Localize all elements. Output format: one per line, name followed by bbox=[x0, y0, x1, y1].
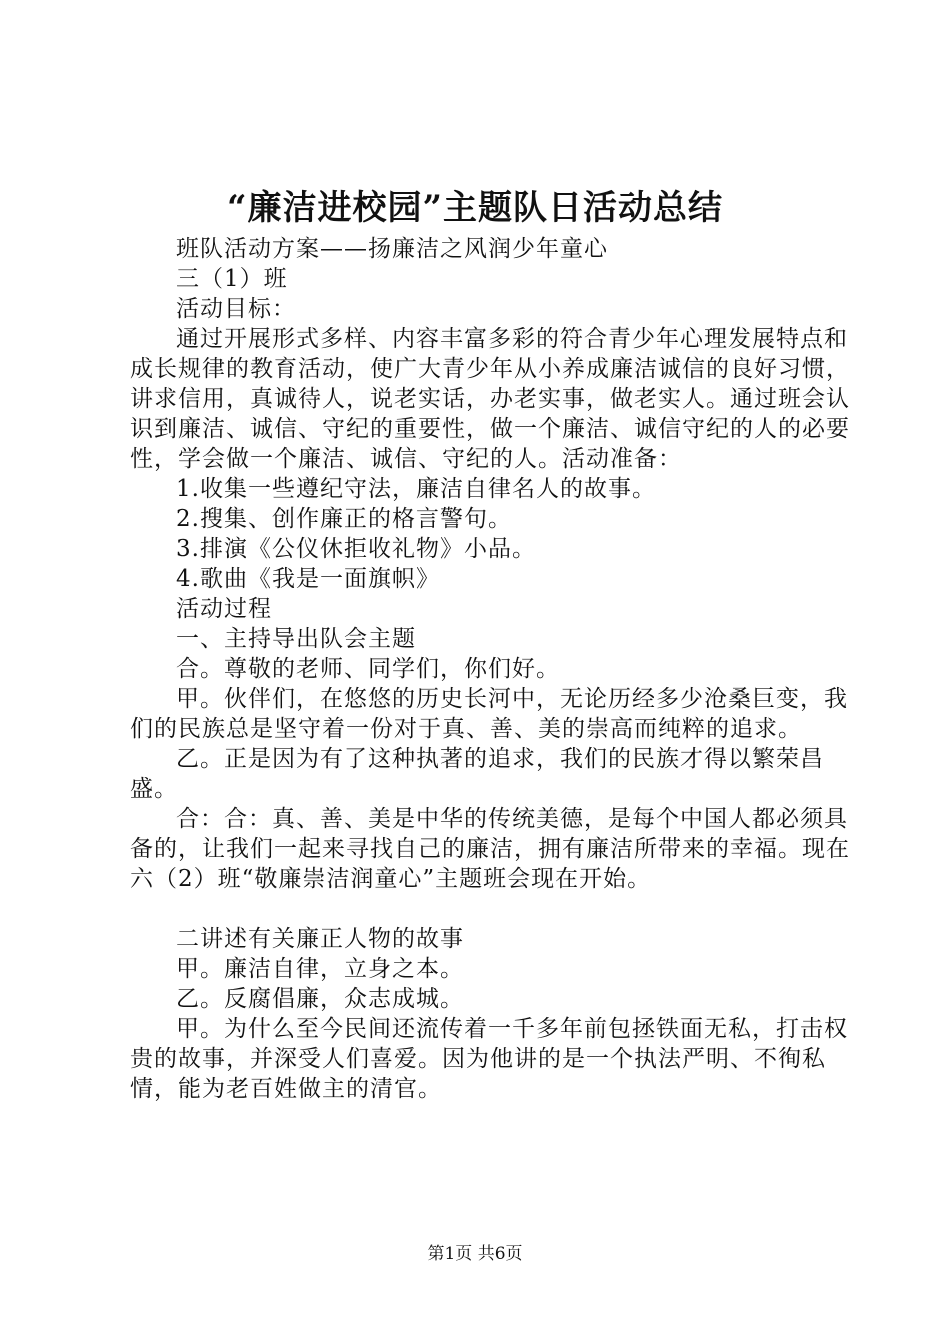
paragraph-goal-heading: 活动目标： bbox=[176, 296, 296, 322]
paragraph-goal-text: 通过开展形式多样、内容丰富多彩的符合青少年心理发展特点和成长规律的教育活动，使广大青少年从小养成廉洁诚信的良好习惯，讲求信用，真诚待人，说老实话，办老实事，做老实人。通过班会认识到廉洁、诚信、守纪的重要性，做一个廉洁、诚信守纪的人的必要性，学会做一个廉洁、诚信、守纪的人。活动准备： bbox=[130, 326, 850, 472]
paragraph-together: 合：合：真、善、美是中华的传统美德，是每个中国人都必须具备的，让我们一起来寻找自己的廉洁，拥有廉洁所带来的幸福。现在六（2）班“敬廉崇洁润童心”主题班会现在开始。 bbox=[130, 806, 850, 892]
paragraph-prep-1: 1.收集一些遵纪守法，廉洁自律名人的故事。 bbox=[176, 476, 656, 502]
paragraph-section-2: 二讲述有关廉正人物的故事 bbox=[176, 926, 464, 952]
paragraph-prep-4: 4.歌曲《我是一面旗帜》 bbox=[176, 566, 440, 592]
paragraph-section-1: 一、主持导出队会主题 bbox=[176, 626, 416, 652]
paragraph-greeting: 合。尊敬的老师、同学们，你们好。 bbox=[176, 656, 560, 682]
page-footer: 第1页 共6页 bbox=[427, 1244, 523, 1264]
paragraph-speaker-a-2: 甲。廉洁自律，立身之本。 bbox=[176, 956, 464, 982]
paragraph-plan-title: 班队活动方案——扬廉洁之风润少年童心 bbox=[176, 236, 608, 262]
paragraph-speaker-b-1: 乙。正是因为有了这种执著的追求，我们的民族才得以繁荣昌盛。 bbox=[130, 746, 824, 802]
paragraph-process-heading: 活动过程 bbox=[176, 596, 272, 622]
document-body bbox=[130, 234, 850, 1104]
paragraph-speaker-a-1: 甲。伙伴们，在悠悠的历史长河中，无论历经多少沧桑巨变，我们的民族总是坚守着一份对于真、善、美的崇高而纯粹的追求。 bbox=[130, 686, 848, 742]
paragraph-speaker-b-2: 乙。反腐倡廉，众志成城。 bbox=[176, 986, 464, 1012]
paragraph-speaker-a-3: 甲。为什么至今民间还流传着一千多年前包拯铁面无私，打击权贵的故事，并深受人们喜爱。因为他讲的是一个执法严明、不徇私情，能为老百姓做主的清官。 bbox=[130, 1016, 848, 1102]
paragraph-class: 三（1）班 bbox=[176, 266, 288, 292]
paragraph-prep-3: 3.排演《公仪休拒收礼物》小品。 bbox=[176, 536, 536, 562]
document-title: “廉洁进校园”主题队日活动总结 bbox=[226, 188, 724, 228]
paragraph-spacer bbox=[130, 894, 850, 924]
paragraph-prep-2: 2.搜集、创作廉正的格言警句。 bbox=[176, 506, 512, 532]
